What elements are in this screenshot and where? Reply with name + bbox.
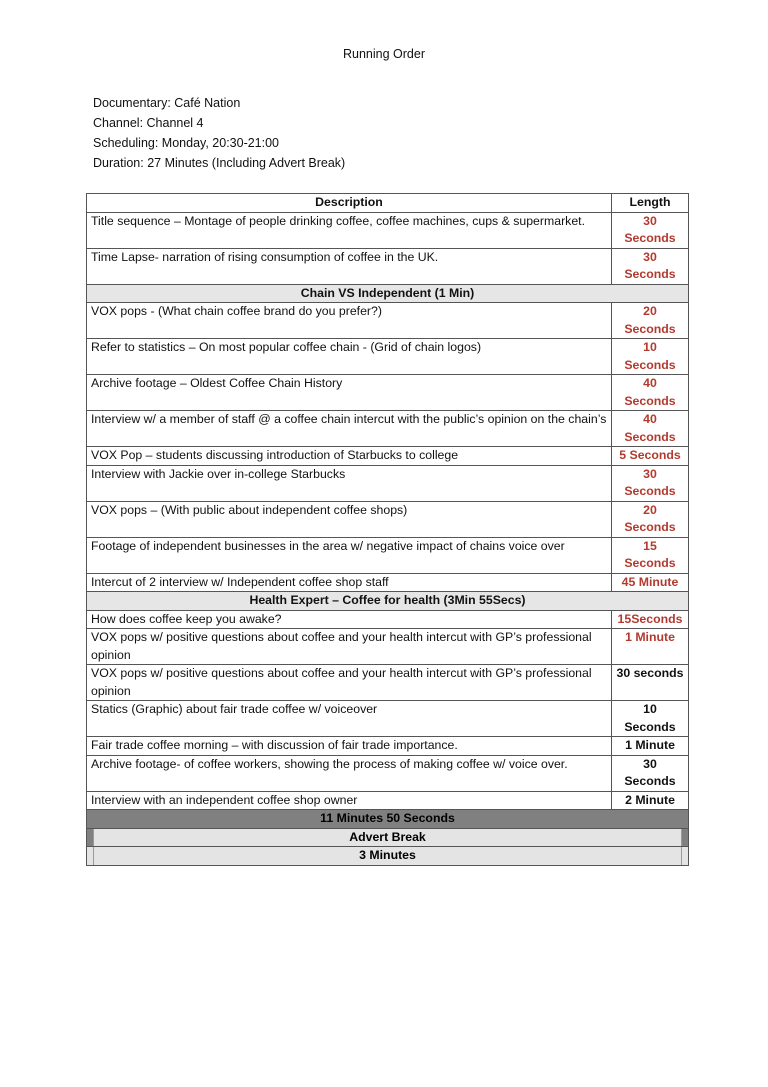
table-row [87,629,689,665]
row-length: 1 Minute [612,629,689,665]
row-length: 30 Seconds [612,212,689,248]
row-length: 10 Seconds [612,339,689,375]
length-header: Length [612,194,689,213]
table-row [87,665,689,701]
row-length: 10 Seconds [612,701,689,737]
section-title: Chain VS Independent (1 Min) [87,284,689,303]
row-length: 30 Seconds [612,248,689,284]
table-row [87,375,689,411]
row-description: Archive footage- of coffee workers, showing the process of making coffee w/ voice over. [87,755,612,791]
table-row [87,501,689,537]
table-row [87,737,689,756]
row-description: Fair trade coffee morning – with discussion of fair trade importance. [87,737,612,756]
row-length: 20 Seconds [612,303,689,339]
row-description: Intercut of 2 interview w/ Independent coffee shop staff [87,573,612,592]
row-description: Refer to statistics – On most popular coffee chain - (Grid of chain logos) [87,339,612,375]
table-row [87,303,689,339]
row-description: Statics (Graphic) about fair trade coffee w/ voiceover [87,701,612,737]
duration-line: Duration: 27 Minutes (Including Advert Break) [93,156,346,170]
section-row [87,284,689,303]
table-row [87,791,689,810]
row-length: 5 Seconds [612,447,689,466]
advert-break-label: Advert Break [93,829,682,847]
row-length: 15Seconds [612,610,689,629]
row-description: Interview with an independent coffee shop owner [87,791,612,810]
table-row [87,248,689,284]
row-length: 40 Seconds [612,375,689,411]
table-row [87,447,689,466]
row-description: How does coffee keep you awake? [87,610,612,629]
running-order-table [86,193,689,866]
table-row [87,411,689,447]
advert-length-row [87,847,689,866]
row-description: Interview with Jackie over in-college Starbucks [87,465,612,501]
row-description: Time Lapse- narration of rising consumption of coffee in the UK. [87,248,612,284]
table-row [87,755,689,791]
row-description: Title sequence – Montage of people drinking coffee, coffee machines, cups & supermarket. [87,212,612,248]
row-length: 30 seconds [612,665,689,701]
section-row [87,592,689,611]
row-description: VOX pops w/ positive questions about coffee and your health intercut with GP’s professional opinion [87,629,612,665]
row-description: Archive footage – Oldest Coffee Chain History [87,375,612,411]
table-body [87,212,689,810]
description-header: Description [87,194,612,213]
table-row [87,465,689,501]
table-row [87,339,689,375]
row-length: 15 Seconds [612,537,689,573]
table-row [87,212,689,248]
total-duration: 11 Minutes 50 Seconds [87,810,689,829]
channel-line: Channel: Channel 4 [93,116,204,130]
total-row [87,810,689,829]
row-length: 40 Seconds [612,411,689,447]
page-title: Running Order [343,47,425,61]
row-length: 1 Minute [612,737,689,756]
row-length: 30 Seconds [612,755,689,791]
row-length: 45 Minute [612,573,689,592]
documentary-line: Documentary: Café Nation [93,96,241,110]
table-row [87,573,689,592]
table-row [87,701,689,737]
row-length: 20 Seconds [612,501,689,537]
row-description: Footage of independent businesses in the area w/ negative impact of chains voice over [87,537,612,573]
document-meta [93,93,345,173]
row-description: VOX pops - (What chain coffee brand do you prefer?) [87,303,612,339]
row-length: 2 Minute [612,791,689,810]
advert-row [87,828,689,847]
table-header-row [87,194,689,213]
table-row [87,610,689,629]
advert-length: 3 Minutes [93,847,682,865]
scheduling-line: Scheduling: Monday, 20:30-21:00 [93,136,280,150]
row-description: VOX Pop – students discussing introduction of Starbucks to college [87,447,612,466]
row-length: 30 Seconds [612,465,689,501]
table-row [87,537,689,573]
row-description: VOX pops w/ positive questions about coffee and your health intercut with GP’s professional opinion [87,665,612,701]
section-title: Health Expert – Coffee for health (3Min 55Secs) [87,592,689,611]
row-description: VOX pops – (With public about independent coffee shops) [87,501,612,537]
row-description: Interview w/ a member of staff @ a coffee chain intercut with the public’s opinion on the chain’s [87,411,612,447]
